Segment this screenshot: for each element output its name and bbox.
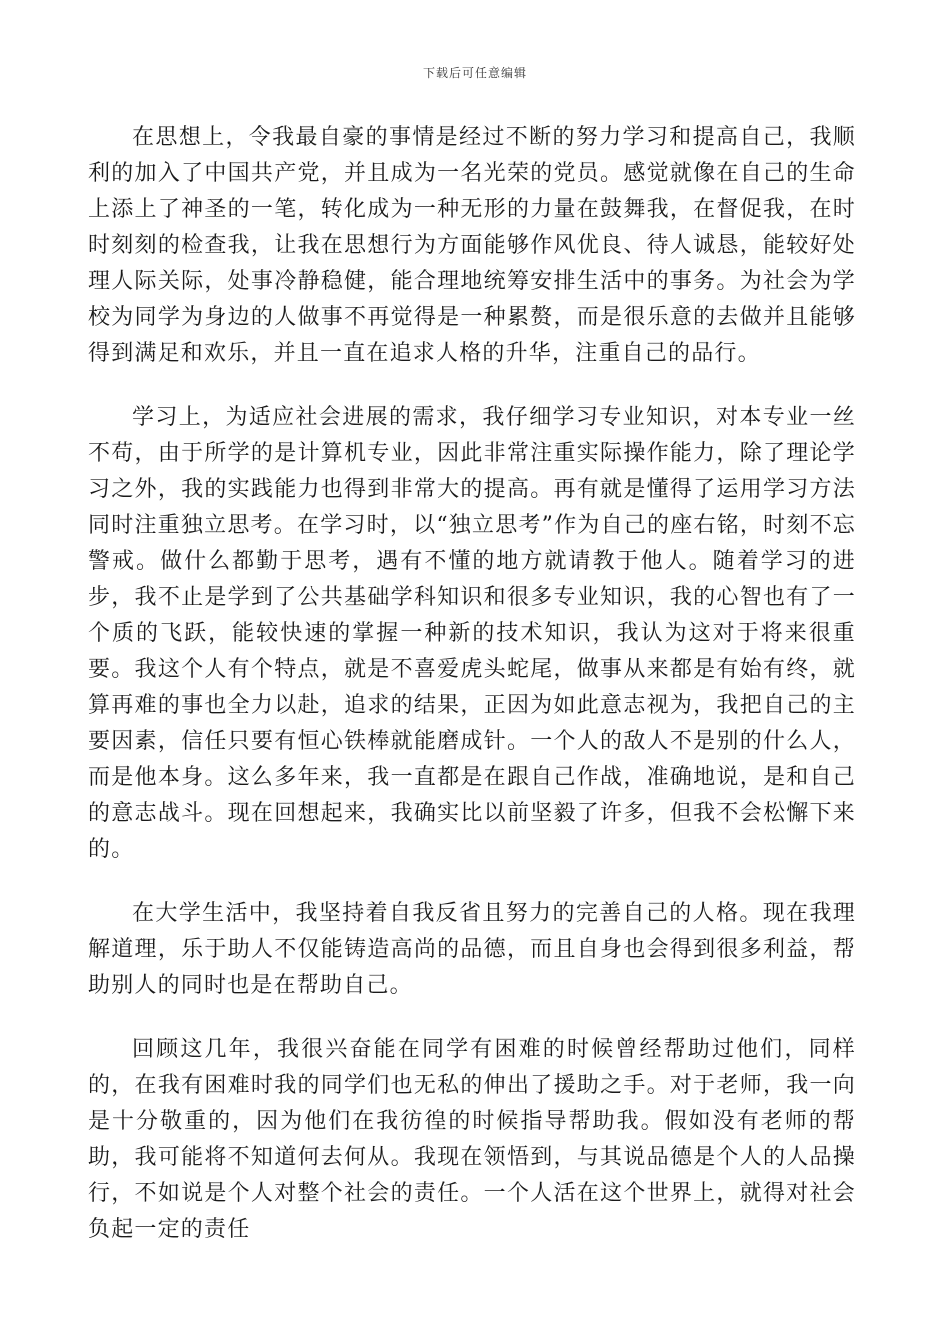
paragraph-review: 回顾这几年，我很兴奋能在同学有困难的时候曾经帮助过他们，同样的，在我有困难时我的同学们也无私的伸出了援助之手。对于老师，我一向是十分敬重的，因为他们在我彷徨的时候指导帮助我。假如没有老师的帮助，我可能将不知道何去何从。我现在领悟到，与其说品德是个人的人品操行，不如说是个人对整个社会的责任。一个人活在这个世界上，就得对社会负起一定的责任 xyxy=(88,1037,856,1242)
paragraph-ideology: 在思想上，令我最自豪的事情是经过不断的努力学习和提高自己，我顺利的加入了中国共产党，并且成为一名光荣的党员。感觉就像在自己的生命上添上了神圣的一笔，转化成为一种无形的力量在鼓舞我，在督促我，在时时刻刻的检查我，让我在思想行为方面能够作风优良、待人诚恳，能较好处理人际关际，处事冷静稳健，能合理地统筹安排生活中的事务。为社会为学校为同学为身边的人做事不再觉得是一种累赘，而是很乐意的去做并且能够得到满足和欢乐，并且一直在追求人格的升华，注重自己的品行。 xyxy=(88,125,856,366)
paragraph-study: 学习上，为适应社会进展的需求，我仔细学习专业知识，对本专业一丝不苟，由于所学的是计算机专业，因此非常注重实际操作能力，除了理论学习之外，我的实践能力也得到非常大的提高。再有就是懂得了运用学习方法同时注重独立思考。在学习时，以“独立思考”作为自己的座右铭，时刻不忘警戒。做什么都勤于思考，遇有不懂的地方就请教于他人。随着学习的进步，我不止是学到了公共基础学科知识和很多专业知识，我的心智也有了一个质的飞跃，能较快速的掌握一种新的技术知识，我认为这对于将来很重要。我这个人有个特点，就是不喜爱虎头蛇尾，做事从来都是有始有终，就算再难的事也全力以赴，追求的结果，正因为如此意志视为，我把自己的主要因素，信任只要有恒心铁棒就能磨成针。一个人的敌人不是别的什么人，而是他本身。这么多年来，我一直都是在跟自己作战，准确地说，是和自己的意志战斗。现在回想起来，我确实比以前坚毅了许多，但我不会松懈下来的。 xyxy=(88,405,856,862)
document-body xyxy=(88,120,856,1276)
page-header-note: 下载后可任意编辑 xyxy=(422,66,527,80)
paragraph-college-life: 在大学生活中，我坚持着自我反省且努力的完善自己的人格。现在我理解道理，乐于助人不仅能铸造高尚的品德，而且自身也会得到很多利益，帮助别人的同时也是在帮助自己。 xyxy=(88,901,856,998)
